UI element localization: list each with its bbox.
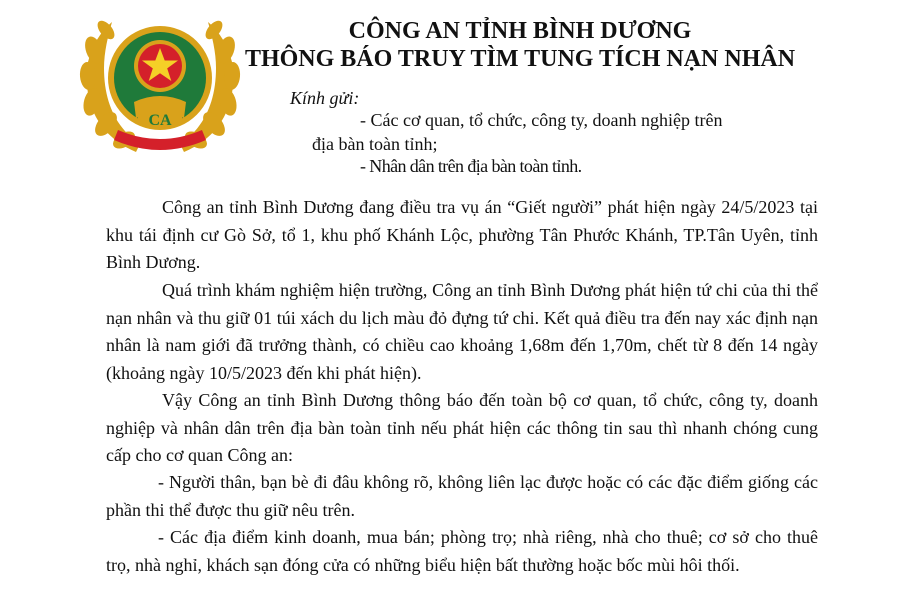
paragraph-text: Quá trình khám nghiệm hiện trường, Công an tỉnh Bình Dương phát hiện tứ chi của thi thể nạn nhân và thu giữ 01 túi xách du lịch màu đỏ đựng tứ chi. Kết quả điều tra đến nay xác định nạn nhân là nam giới đã trưởng thành, có chiều cao khoảng 1,68m đến 1,70m, chết từ 8 đến 14 ngày (khoảng ngày 10/5/2023 đến khi phát hiện). [106, 280, 818, 383]
recipient-item-1-text: - Các cơ quan, tổ chức, công ty, doanh nghiệp trên [360, 110, 723, 130]
bullet-text: - Các địa điểm kinh doanh, mua bán; phòng trọ; nhà riêng, nhà cho thuê; cơ sở cho thuê trọ, nhà nghỉ, khách sạn đóng cửa có những biểu hiện bất thường hoặc bốc mùi hôi thối. [106, 527, 818, 575]
paragraph-text: Công an tỉnh Bình Dương đang điều tra vụ án “Giết người” phát hiện ngày 24/5/2023 tại khu tái định cư Gò Sở, tổ 1, khu phố Khánh Lộc, phường Tân Phước Khánh, TP.Tân Uyên, tỉnh Bình Dương. [106, 197, 818, 272]
recipient-item-1-continued: địa bàn toàn tỉnh; [312, 134, 438, 154]
notice-title: THÔNG BÁO TRUY TÌM TUNG TÍCH NẠN NHÂN [244, 46, 796, 72]
agency-title: CÔNG AN TỈNH BÌNH DƯƠNG [348, 18, 692, 44]
paragraph [106, 194, 818, 277]
greeting: Kính gửi: [290, 88, 360, 108]
paragraph [106, 387, 818, 470]
recipient-item-2: - Nhân dân trên địa bàn toàn tỉnh. [360, 156, 582, 176]
emblem-letters: CA [148, 112, 172, 129]
bullet-text: - Người thân, bạn bè đi đâu không rõ, không liên lạc được hoặc có các đặc điểm giống các phần thi thể được thu giữ nêu trên. [106, 472, 818, 520]
recipient-item-1 [360, 108, 788, 132]
paragraph [106, 277, 818, 387]
bullet-item [106, 469, 818, 524]
bullet-item [106, 524, 818, 579]
paragraph-text: Vậy Công an tỉnh Bình Dương thông báo đến toàn bộ cơ quan, tổ chức, công ty, doanh nghiệp và nhân dân trên địa bàn toàn tỉnh nếu phát hiện các thông tin sau thì nhanh chóng cung cấp cho cơ quan Công an: [106, 390, 818, 465]
recipients-block [0, 84, 900, 174]
